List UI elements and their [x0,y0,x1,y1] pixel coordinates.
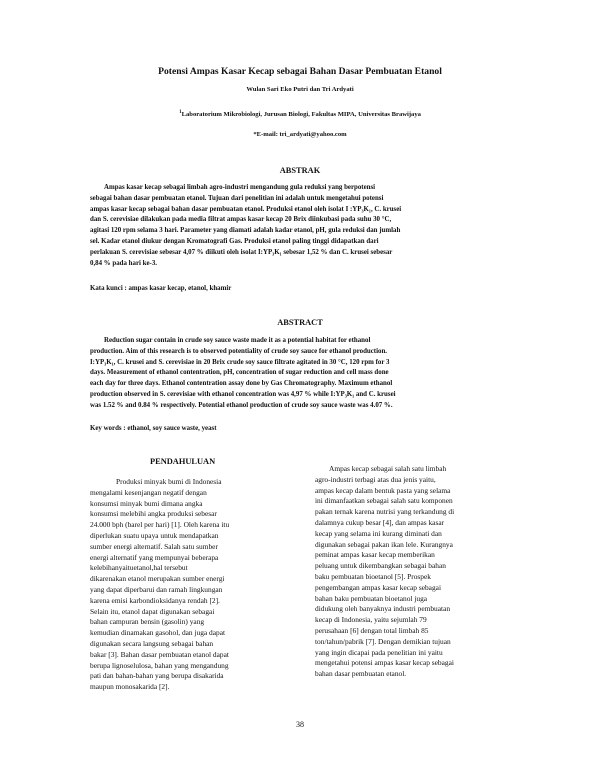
intro-right-line: ampas kecap dalam bentuk pasta yang selama [315,485,451,495]
affiliation-mark: 1 [179,110,182,115]
intro-right-line: bahan dasar pembuatan etanol. [315,669,407,679]
intro-left-line: kemudian dinamakan gasohol, dan juga dapat [90,628,226,638]
intro-left-line: yang dapat diperbarui dan ramah lingkungan [90,584,223,594]
intro-right-line: ton/tahun/pabrik [7]. Dengan demikian tujuan [315,636,451,646]
affiliation-text: Laboratorium Mikrobiologi, Jurusan Biologi, Fakultas MIPA, Universitas Brawijaya [181,111,421,119]
intro-right-line: pakan ternak karena nutrisi yang terkandung di [315,507,455,517]
authors: Wulan Sari Eko Putri dan Tri Ardyati [246,86,354,93]
abstrak-line: perlakuan S. cerevisiae sebesar 4,07 % diikuti oleh isolat I:YP₃K₁ sebesar 1,52 % dan C. krusei sebesar [90,248,393,256]
intro-left-line: maupun monosakarida [2]. [90,682,170,692]
intro-right-line: baku pembuatan bioetanol [5]. Prospek [315,571,431,581]
intro-right-line: ini dimanfaatkan sebagai salah satu komponen [315,496,453,506]
abstract-line: Reduction sugar contain in crude soy sauce waste made it as a potential habitat for ethanol [104,337,371,344]
intro-left-line: pati dan bahan-bahan yang berupa disakarida [90,671,224,681]
intro-right-line: kecap yang selama ini kurang diminati dan [315,528,442,538]
intro-left-line: energi alternatif yang mempunyai beberapa [90,552,219,562]
abstract-line: production. Aim of this research is to observed potentiality of crude soy sauce for ethanol production. [90,347,387,355]
abstrak-line: sel. Kadar etanol diukur dengan Kromatografi Gas. Produksi etanol paling tinggi didapatkan dari [90,237,379,245]
page-number: 38 [296,720,304,729]
intro-right-line: yang ingin dicapai pada penelitian ini yaitu [315,647,443,657]
intro-right-line: kecap di Indonesia, yaitu sejumlah 79 [315,615,427,625]
intro-left-line: bakar [3]. Bahan dasar pembuatan etanol dapat [90,649,229,659]
intro-right-line: Ampas kecap sebagai salah satu limbah [329,464,447,473]
abstrak-heading: ABSTRAK [279,166,321,175]
pendahuluan-heading: PENDAHULUAN [150,457,216,466]
intro-left-line: mengalami kesenjangan negatif dengan [90,487,207,497]
intro-left-line: digunakan secara langsung sebagai bahan [90,638,214,648]
intro-left-line: kelebihanyaituetanol,hal tersebut [90,563,188,573]
abstrak-body [90,183,530,269]
abstrak-line: Ampas kasar kecap sebagai limbah agro-industri mengandung gula reduksi yang berpotensi [104,184,376,191]
intro-left-line: Selain itu, etanol dapat digunakan sebagai [90,606,215,616]
intro-right-line: bahan baku pembuatan bioetanol juga [315,593,428,603]
intro-right-line: dalamnya cukup besar [4], dan ampas kasar [315,517,445,527]
affiliation [0,110,600,118]
abstract-line: I:YP₃K₁, C. krusei and S. cerevisiae in 20 Brix crude soy sauce filtrate agitated in 30 °C, 120 rpm for 3 [90,358,390,366]
abstrak-line: sebagai bahan dasar pembuatan etanol. Tujuan dari penelitian ini adalah untuk mengetahui potensi [90,194,384,202]
intro-right-line: peminat ampas kasar kecap memberikan [315,550,435,560]
intro-left-line: Produksi minyak bumi di Indonesia [116,477,222,486]
abstrak-keywords: Kata kunci : ampas kasar kecap, etanol, khamir [90,285,232,292]
paper-title: Potensi Ampas Kasar Kecap sebagai Bahan Dasar Pembuatan Etanol [158,66,442,77]
intro-left-line: konsumsi minyak bumi dimana angka [90,498,203,508]
intro-left-line: bahan campuran bensin (gasolin) yang [90,617,205,627]
intro-right-line: mengetahui potensi ampas kasar kecap sebagai [315,658,454,668]
abstrak-line: dan S. cerevisiae dilakukan pada media filtrat ampas kasar kecap 20 Brix diinkubasi pada suhu 30 °C, [90,216,392,224]
abstract-line: production observed in S. cerevisiae with ethanol concentration was 4,97 % while I:YP₃K₁ and C. krusei [90,390,396,398]
intro-left-line: konsumsi melebihi angka produksi sebesar [90,509,217,519]
abstract-body [90,336,530,412]
intro-right-line: pengembangan ampas kasar kecap sebagai [315,582,441,592]
intro-right-line: digunakan sebagai pakan ikan lele. Kurangnya [315,539,453,549]
email: *E-mail: tri_ardyati@yahoo.com [253,131,347,138]
intro-left-line: diperlukan suatu upaya untuk mendapatkan [90,530,219,540]
intro-left-column [90,477,295,693]
abstract-line: days. Measurement of ethanol contentration, pH, concentration of sugar reduction and cell mass done [90,369,389,377]
intro-left-line: karena emisi karbondioksidanya rendah [2]. [90,595,220,605]
intro-right-line: didukung oleh banyaknya industri pembuatan [315,604,451,614]
abstract-keywords: Key words : ethanol, soy sauce waste, yeast [90,425,217,432]
abstract-line: each day for three days. Ethanol contentration assay done by Gas Chromatography. Maximum ethanol [90,380,393,388]
intro-right-line: perusahaan [6] dengan total limbah 85 [315,625,429,635]
intro-left-line: 24.000 bph (barel per hari) [1]. Oleh karena itu [90,520,230,530]
intro-left-line: sumber energi alternatif. Salah satu sumber [90,541,218,551]
intro-right-line: peluang untuk dikembangkan sebagai bahan [315,561,446,571]
intro-left-line: dikarenakan etanol merupakan sumber energi [90,574,225,584]
intro-right-column [315,464,520,680]
intro-left-line: berupa lignoselulosa, bahan yang mengandung [90,660,229,670]
abstrak-line: agitasi 120 rpm selama 3 hari. Parameter yang diamati adalah kadar etanol, pH, gula reduksi dan jumlah [90,227,401,235]
abstract-heading: ABSTRACT [277,318,323,327]
abstract-line: was 1.52 % and 0.84 % respectively. Potential ethanol production of crude soy sauce waste was 4.07 %. [90,401,393,409]
intro-right-line: agro-industri terbagi atas dua jenis yaitu, [315,474,436,484]
abstrak-line: ampas kasar kecap sebagai bahan dasar pembuatan etanol. Produksi etanol oleh isolat I :YP₃K₁, C. krusei [90,205,402,213]
abstrak-line: 0,84 % pada hari ke-3. [90,259,157,267]
